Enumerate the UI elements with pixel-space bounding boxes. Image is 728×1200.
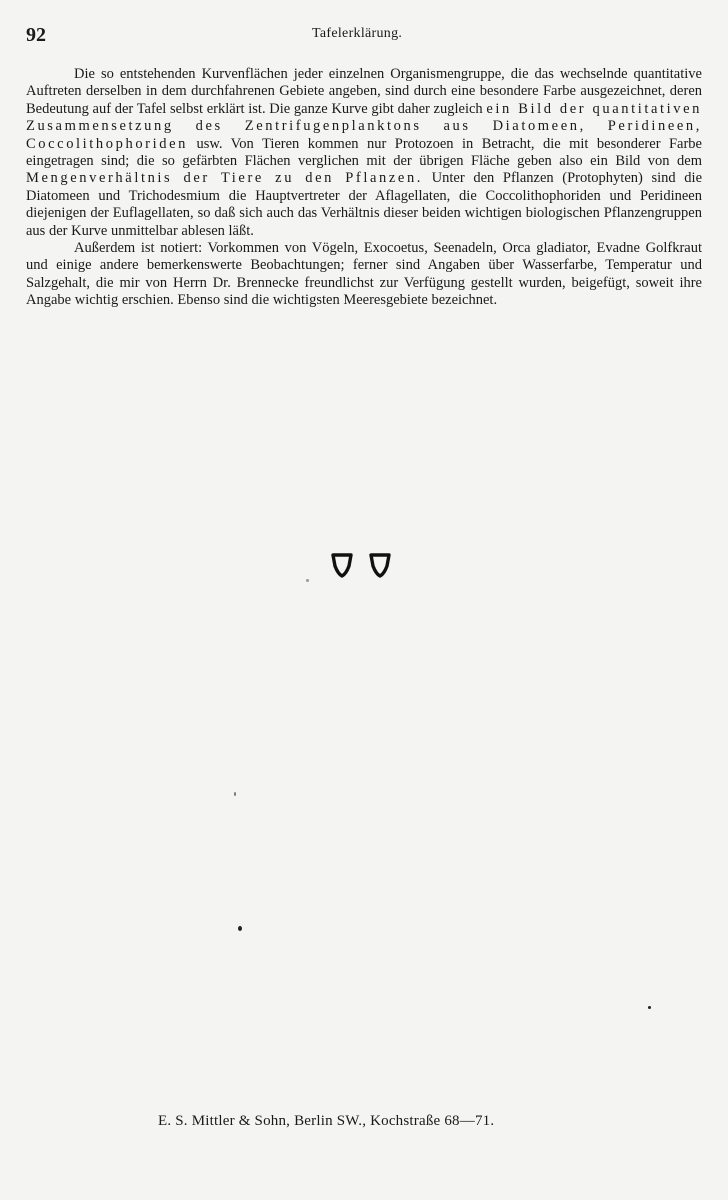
- paragraph-1-text-a: Die so entstehenden Kurvenflächen jeder einzelnen Organismengruppe, die das wechselnde quantitative Auftreten derselben in dem durchfahrenen Gebiete angeben, sind durch eine besondere Farbe ausgezeichnet, deren Bedeutung auf der Tafel selbst erklärt ist. Die ganze Kurve gibt daher zugleich: [26, 66, 702, 117]
- ink-speck: [234, 792, 236, 796]
- paragraph-1-text-e: Unter den Pflanzen (Protophyten) sind die Diatomeen und Trichodesmium die Hauptvertreter der Aflagellaten, die Coccolithophoriden und Peridineen diejenigen der Euflagellaten, so daß sich auch das Verhältnis dieser beiden wichtigen biologischen Pflanzengruppen aus der Kurve unmittelbar ablesen läßt.: [26, 170, 703, 239]
- page-number: 92: [26, 24, 46, 46]
- paragraph-1: [26, 66, 702, 240]
- ink-speck: [648, 1006, 651, 1009]
- paragraph-2: Außerdem ist notiert: Vorkommen von Vögeln, Exocoetus, Seenadeln, Orca gladiator, Evadne Golfkraut und einige andere bemerkenswerte Beobachtungen; ferner sind Angaben über Wasserfarbe, Temperatur und Salzgehalt, die mir von Herrn Dr. Brennecke freundlichst zur Verfügung gestellt wurden, beigefügt, soweit ihre Angabe wichtig erschien. Ebenso sind die wichtigsten Meeresgebiete bezeichnet.: [26, 240, 702, 309]
- shield-ornament-icon: [330, 552, 394, 578]
- running-title: Tafelerklärung.: [312, 26, 403, 41]
- publisher-imprint: E. S. Mittler & Sohn, Berlin SW., Kochstraße 68—71.: [158, 1113, 495, 1129]
- ink-speck: [306, 579, 309, 582]
- body-text: [26, 66, 702, 310]
- paragraph-1-spaced-phrase-2: Mengenverhältnis der Tiere zu den Pflanzen.: [26, 170, 424, 187]
- ink-speck: [238, 926, 242, 931]
- ornament-shields: [330, 552, 394, 578]
- paragraph-1-spaced-phrase-1: ein Bild der quantitativen Zusammensetzung des Zentrifugenplanktons aus Diatomeen, Peridineen, Coccolithophoriden: [26, 100, 702, 152]
- paragraph-1-text-c: usw. Von Tieren kommen nur Protozoen in Betracht, die mit besonderer Farbe eingetragen sind; die so gefärbten Flächen verglichen mit der übrigen Fläche geben also ein Bild von dem: [26, 135, 702, 170]
